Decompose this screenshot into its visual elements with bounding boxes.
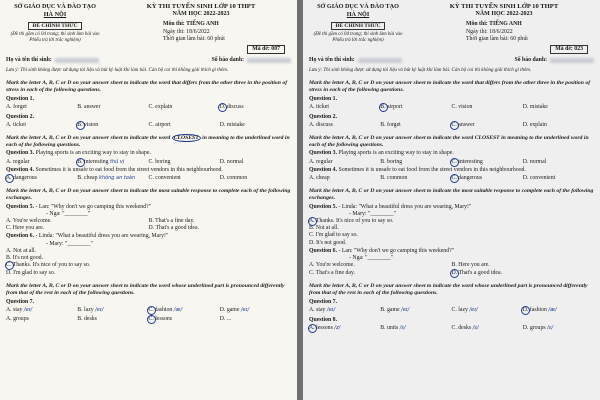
exam-date: Ngày thi: 18/6/2022 [163, 28, 210, 35]
option: A. You're welcome. [309, 262, 355, 269]
question-3-options [309, 159, 594, 166]
option: C. vision [451, 104, 473, 111]
option-selected: A. dangerous [6, 175, 77, 182]
option-selected: D. fashion /æ/ [523, 307, 594, 314]
question-8-options [309, 325, 594, 332]
option: D. explain [522, 121, 547, 128]
handwritten-note: thú vị [109, 158, 125, 165]
option-selected: C. lessons [149, 316, 220, 323]
option: D. common [219, 175, 248, 182]
blurred-name [358, 58, 402, 63]
question-5-options [6, 218, 291, 225]
exam-code: Mã đề: 023 [550, 45, 588, 54]
option: A. stay /eɪ/ [6, 307, 33, 314]
option: D. mistake [219, 121, 245, 128]
instruction-response: Mark the letter A, B, C or D on your answer sheet to indicate the most suitable response to complete each of the following exchanges. [309, 188, 594, 202]
option: D. normal [219, 158, 244, 165]
exam-note: Lưu ý: Thí sinh không được sử dụng tài liệu và bút kỷ luật khi làm bài. Cán bộ coi thi không giải thích gì thêm. [309, 67, 532, 73]
option: D. groups /s/ [522, 324, 554, 331]
candidate-number-label: Số báo danh: [211, 57, 244, 64]
exam-year: NĂM HỌC 2022-2023 [475, 11, 533, 18]
ipa-note: /z/ [334, 324, 341, 331]
ipa-note: /eɪ/ [23, 307, 33, 314]
option-selected: B. vision [77, 122, 148, 129]
question-2-label: Question 2. [6, 113, 35, 120]
exam-duration: Thời gian làm bài: 60 phút [163, 36, 225, 43]
option: B. units /s/ [380, 324, 406, 331]
candidate-number-label: Số báo danh: [514, 57, 547, 64]
option: B. game /eɪ/ [380, 307, 410, 314]
option: C. airport [148, 121, 171, 128]
question-3: Question 3. Playing sports is an exciting way to stay in shape. [6, 150, 151, 157]
option: D. It's not good. [309, 239, 347, 246]
option: C. Here you are. [6, 225, 45, 232]
option: C. That's a fine day. [309, 269, 355, 276]
question-5-options-2 [6, 225, 291, 232]
option: C. lazy /eɪ/ [451, 307, 478, 314]
instruction-pronunciation: Mark the letter A, B, C or D on your answer sheet to indicate the word whose underlined part is pronounced differently from that of the rest in each of the following questions. [309, 282, 588, 296]
option: A. regular [6, 158, 30, 165]
exam-sheet-left [0, 0, 297, 400]
exam-date: Ngày thi: 18/6/2022 [466, 28, 513, 35]
ipa-note: /eɪ/ [326, 307, 336, 314]
org-name: SỞ GIÁO DỤC VÀ ĐÀO TẠO [14, 3, 96, 10]
candidate-row [6, 57, 291, 64]
official-badge: ĐỀ CHÍNH THỨC [28, 22, 81, 31]
instruction-response: Mark the letter A, B, C or D on your answer sheet to indicate the most suitable response to complete each of the following exchanges. [6, 188, 291, 202]
option: B. Here you are. [451, 262, 490, 269]
ipa-note: /eɪ/ [401, 307, 410, 314]
option-selected: B. airport [380, 104, 451, 111]
option: C. I'm glad to say so. [309, 232, 358, 239]
pages-note: (Đề thi gồm có 04 trang; thí sinh làm bài vào Phiếu trả lời trắc nghiệm) [10, 32, 100, 44]
option: D. game /eɪ/ [219, 307, 250, 314]
question-6-options-2 [309, 270, 594, 277]
question-7-options [6, 307, 291, 314]
option: A. groups [6, 315, 29, 322]
option: B. forget [380, 121, 401, 128]
option: D. convenient [522, 175, 556, 182]
instruction-stress: Mark the letter A, B, C or D on your answer sheet to indicate the word that differs from the other three in the position of stress in each of the following questions. [309, 79, 591, 94]
exam-note: Lưu ý: Thí sinh không được sử dụng tài liệu và bút kỷ luật khi làm bài. Cán bộ coi thi không giải thích gì thêm. [6, 67, 229, 73]
option: A. forget [6, 104, 27, 111]
option: B. desks [77, 315, 97, 322]
question-6-reply: - Nga: "________" [349, 255, 394, 262]
option: A. regular [309, 158, 333, 165]
option: C. explain [148, 104, 173, 111]
ipa-note: /eɪ/ [240, 307, 250, 314]
option-selected: C. answer [452, 122, 523, 129]
blurred-number [247, 58, 291, 63]
option-selected: B. interesting thú vị [77, 159, 148, 166]
handwritten-note: không an toàn [98, 175, 136, 182]
exam-title: KỲ THI TUYỂN SINH LỚP 10 THPT [146, 3, 256, 10]
candidate-row [309, 57, 594, 64]
option: B. cheap không an toàn [77, 175, 136, 182]
question-5: Question 5. - Linda: "What a beautiful dress you are wearing, Mary!" [309, 203, 472, 210]
option-selected: C. Thanks. It's nice of you to say so. [6, 262, 91, 269]
ipa-note: /eɪ/ [469, 307, 478, 314]
instruction-closest: Mark the letter A, B, C or D on your answer sheet to indicate the word CLOSEST in meaning to the underlined word in each of the following questions. [309, 135, 589, 149]
question-5: Question 5. - Lan: "Why don't we go camping this weekend?" [6, 203, 152, 210]
instruction-stress: Mark the letter A, B, C or D on your answer sheet to indicate the word that differs from the other three in the position of stress in each of the following questions. [6, 79, 288, 94]
option-selected: C. fashion /æ/ [149, 307, 220, 314]
option: D. That's a good idea. [148, 225, 200, 232]
option: C. boring [148, 158, 171, 165]
exam-code: Mã đề: 007 [247, 45, 285, 54]
question-1-options [309, 104, 594, 111]
option: D. ... [219, 315, 232, 322]
option: D. I'm glad to say so. [6, 269, 56, 276]
question-8-label: Question 8. [309, 316, 338, 323]
option: A. You're welcome. [6, 217, 52, 224]
ipa-note: /æ/ [548, 307, 557, 314]
question-4: Question 4. Sometimes it is unsafe to eat food from the street vendors in this neighbourhood. [6, 166, 223, 173]
question-4-options [309, 175, 594, 182]
option-selected: D. That's a good idea. [452, 270, 595, 277]
option: A. Not at all. [6, 247, 37, 254]
option: A. ticket [6, 121, 26, 128]
circled-word: CLOSEST [173, 135, 199, 142]
city-name: HÀ NỘI [43, 10, 67, 18]
question-7-options [309, 307, 594, 314]
question-2-options [6, 122, 291, 129]
blurred-number [550, 58, 594, 63]
question-3-options [6, 159, 291, 166]
official-badge: ĐỀ CHÍNH THỨC [331, 22, 384, 31]
option: B. lazy /eɪ/ [77, 307, 104, 314]
option: B. boring [380, 158, 403, 165]
question-2-label: Question 2. [309, 113, 338, 120]
exam-subject: Môn thi: TIẾNG ANH [466, 20, 522, 27]
option: B. answer [77, 104, 101, 111]
question-1-label: Question 1. [6, 96, 35, 103]
question-6: Question 6. - Linda: "What a beautiful dress you are wearing, Mary!" [6, 233, 169, 240]
option-selected: D. discuss [220, 104, 291, 111]
ipa-note: /eɪ/ [95, 307, 104, 314]
org-name: SỞ GIÁO DỤC VÀ ĐÀO TẠO [317, 3, 399, 10]
option-selected: C. dangerous [452, 175, 523, 182]
ipa-note: /s/ [399, 324, 406, 331]
option: A. cheap [309, 175, 330, 182]
candidate-name-label: Họ và tên thí sinh: [309, 57, 355, 64]
exam-subject: Môn thi: TIẾNG ANH [163, 20, 219, 27]
question-4-options [6, 175, 291, 182]
option: B. That's a fine day. [148, 217, 195, 224]
question-1-options [6, 104, 291, 111]
exam-sheet-right [303, 0, 600, 400]
question-7-label: Question 7. [6, 299, 35, 306]
city-name: HÀ NỘI [346, 10, 370, 18]
instruction-closest: Mark the letter A, B, C or D on your answer sheet to indicate the word CLOSEST in meaning to the underlined word in each of the following questions. [6, 135, 290, 149]
ipa-note: /s/ [472, 324, 479, 331]
candidate-name-label: Họ và tên thí sinh: [6, 57, 52, 64]
option: B. Not at all. [309, 225, 339, 232]
question-7-label: Question 7. [309, 299, 338, 306]
option-selected: C. interesting [452, 159, 523, 166]
question-8-options [6, 316, 291, 323]
exam-year: NĂM HỌC 2022-2023 [172, 11, 230, 18]
option: B. common [380, 175, 408, 182]
question-2-options [309, 122, 594, 129]
ipa-note: /s/ [547, 324, 554, 331]
question-5-reply: - Nga: "________" [46, 210, 91, 217]
option: A. stay /eɪ/ [309, 307, 336, 314]
option: D. mistake [522, 104, 548, 111]
pages-note: (Đề thi gồm có 04 trang; thí sinh làm bài vào Phiếu trả lời trắc nghiệm) [313, 32, 403, 44]
option: A. discuss [309, 121, 333, 128]
option: D. normal [522, 158, 547, 165]
option: C. convenient [148, 175, 181, 182]
question-3: Question 3. Playing sports is an exciting way to stay in shape. [309, 150, 454, 157]
question-6-reply: - Mary: "________" [46, 240, 93, 247]
option: C. desks /s/ [451, 324, 479, 331]
option-selected: A. lessons /z/ [309, 325, 380, 332]
exam-title: KỲ THI TUYỂN SINH LỚP 10 THPT [449, 3, 559, 10]
blurred-name [55, 58, 99, 63]
question-4: Question 4. Sometimes it is unsafe to eat food from the street vendors in this neighbourhood. [309, 166, 526, 173]
ipa-note: /æ/ [173, 307, 183, 314]
option: B. It's not good. [6, 255, 43, 262]
option: A. ticket [309, 104, 329, 111]
option-selected: A. Thanks. It's nice of you to say so. [309, 217, 394, 224]
question-6: Question 6. - Lan: "Why don't we go camping this weekend?" [309, 247, 455, 254]
question-1-label: Question 1. [309, 96, 338, 103]
question-5-reply: - Mary: "________" [349, 210, 396, 217]
instruction-pronunciation: Mark the letter A, B, C or D on your answer sheet to indicate the word whose underlined part is pronounced differently from that of the rest in each of the following questions. [6, 282, 285, 296]
exam-duration: Thời gian làm bài: 60 phút [466, 36, 528, 43]
